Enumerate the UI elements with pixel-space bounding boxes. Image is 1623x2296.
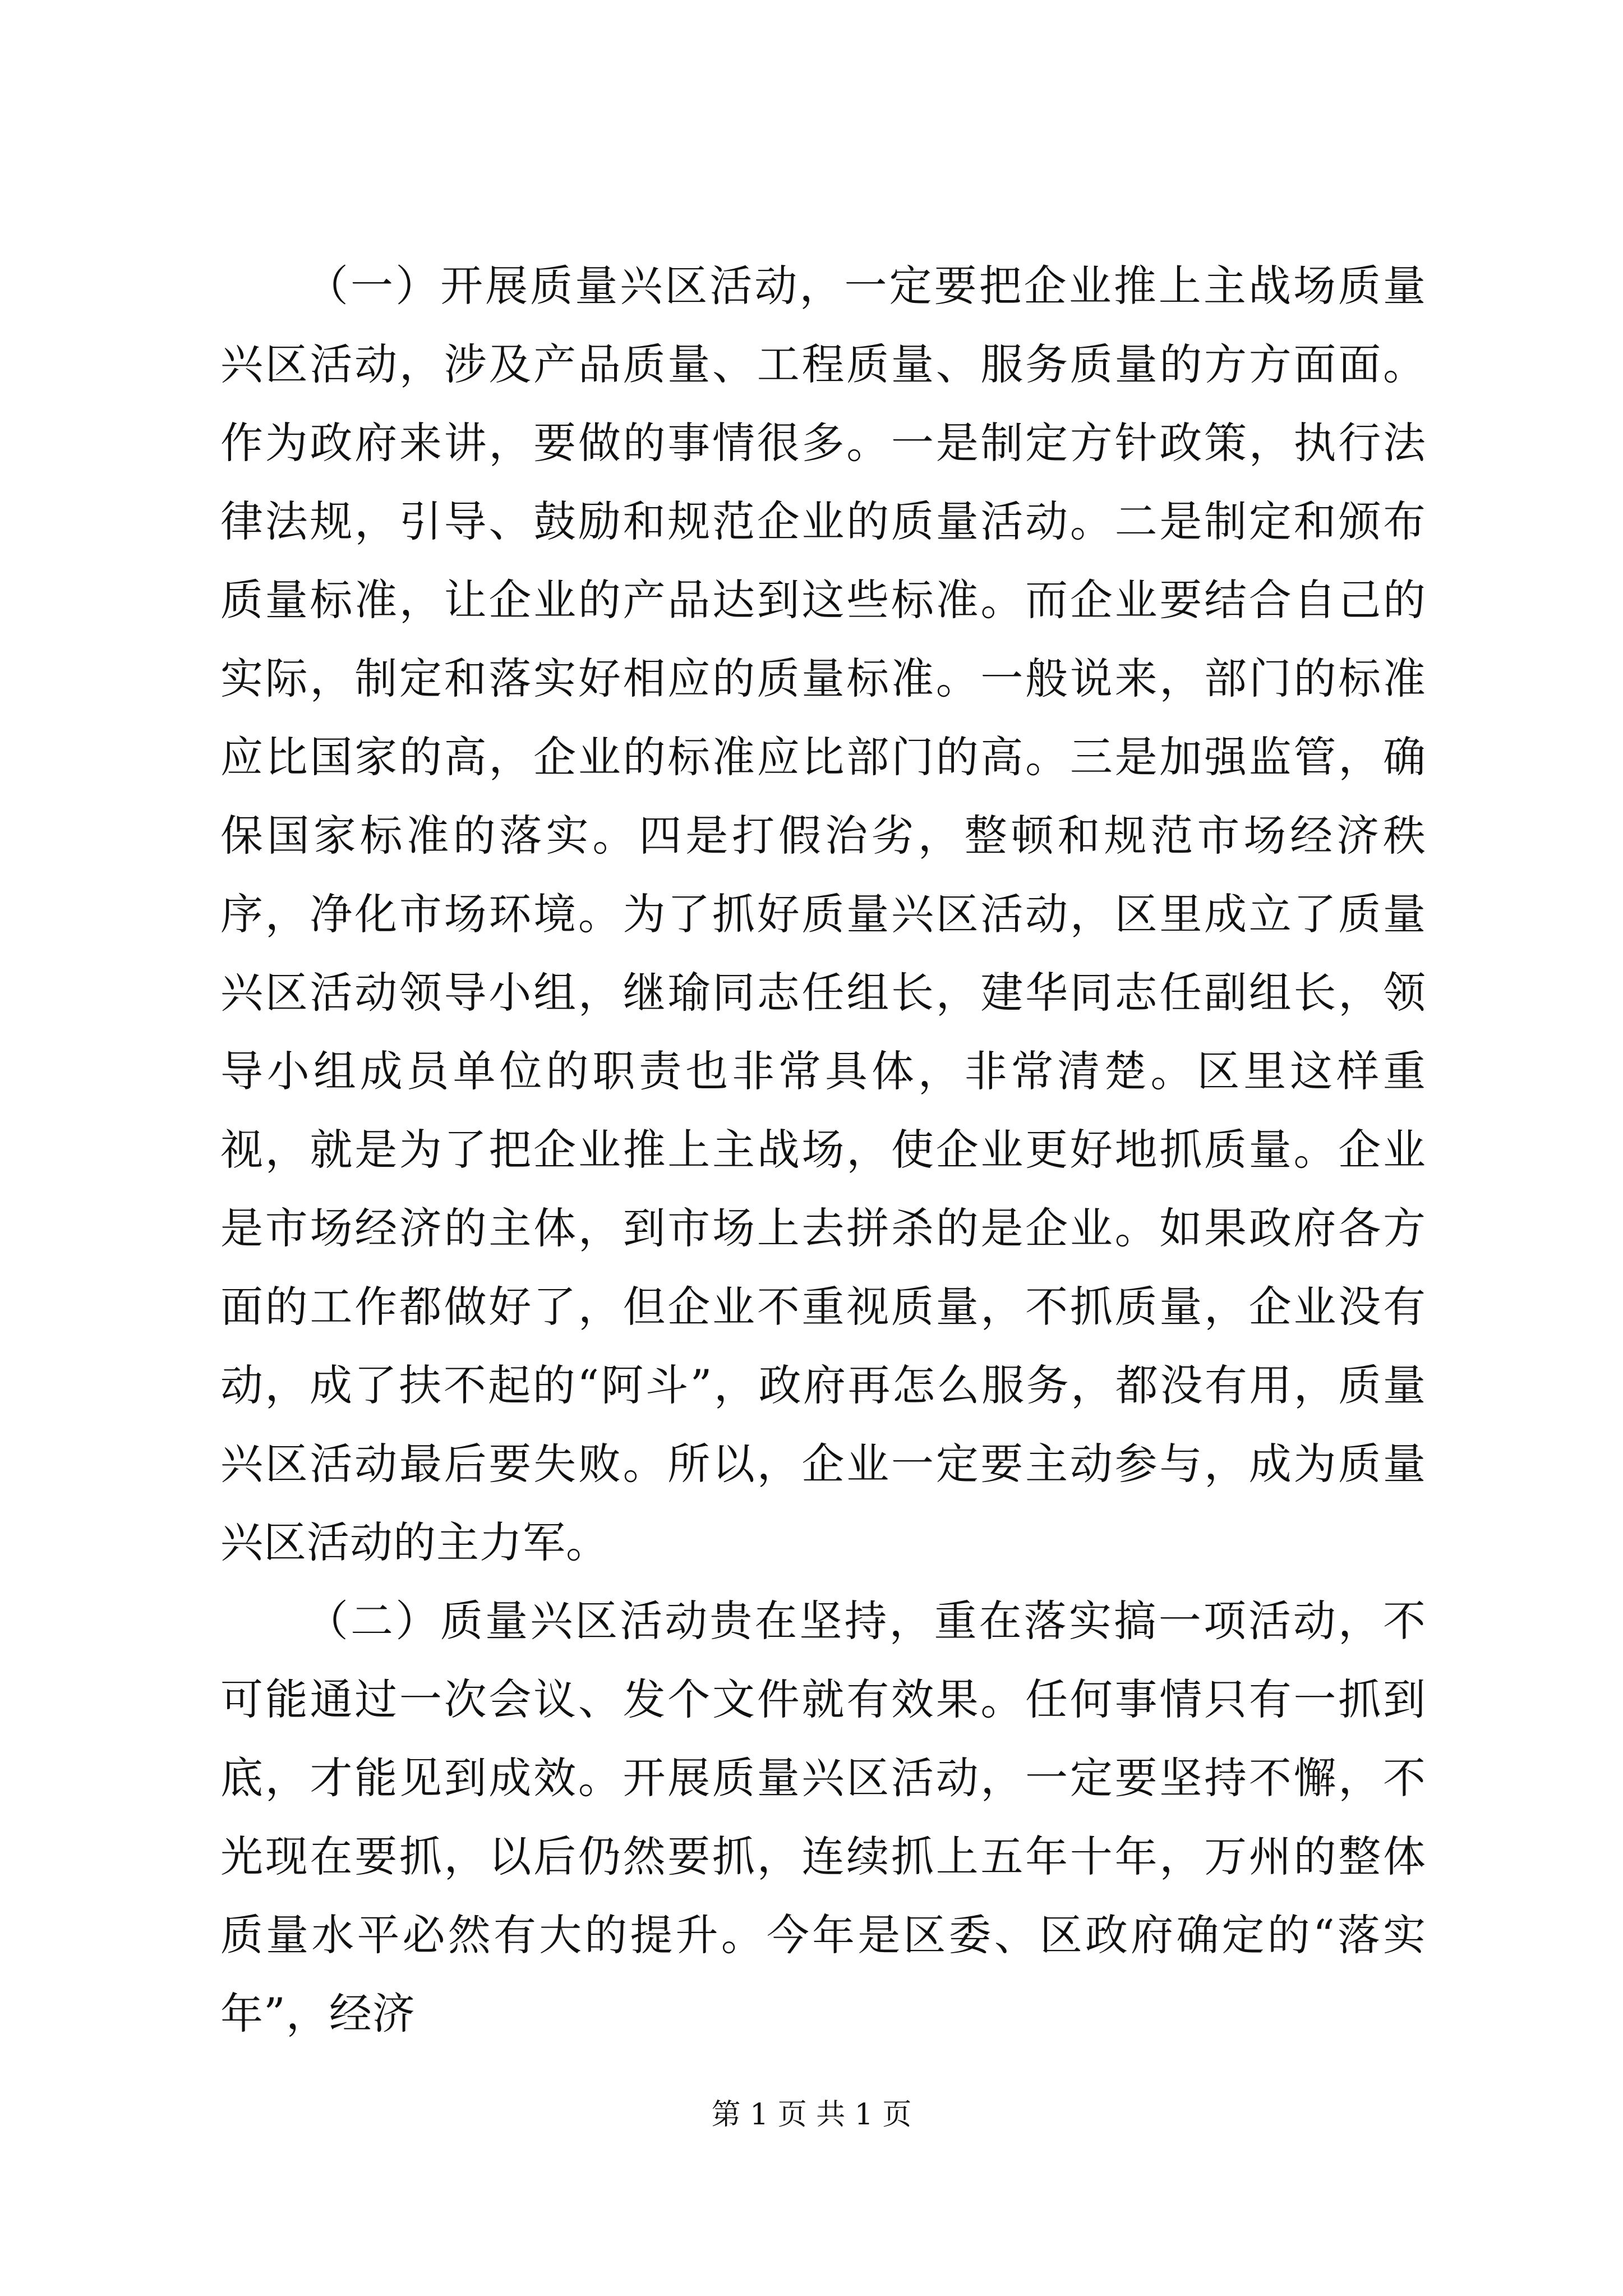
paragraph-2: （二）质量兴区活动贵在坚持，重在落实搞一项活动，不可能通过一次会议、发个文件就有效果。任何事情只有一抓到底，才能见到成效。开展质量兴区活动，一定要坚持不懈，不光现在要抓，以后仍然要抓，连续抓上五年十年，万州的整体质量水平必然有大的提升。今年是区委、区政府确定的“落实年”，经济 — [220, 1596, 1426, 2039]
document-body — [220, 247, 1426, 2053]
paragraph-1: （一）开展质量兴区活动，一定要把企业推上主战场质量兴区活动，涉及产品质量、工程质量、服务质量的方方面面。作为政府来讲，要做的事情很多。一是制定方针政策，执行法律法规，引导、鼓励和规范企业的质量活动。二是制定和颁布质量标准，让企业的产品达到这些标准。而企业要结合自己的实际，制定和落实好相应的质量标准。一般说来，部门的标准应比国家的高，企业的标准应比部门的高。三是加强监管，确保国家标准的落实。四是打假治劣，整顿和规范市场经济秩序，净化市场环境。为了抓好质量兴区活动，区里成立了质量兴区活动领导小组，继瑜同志任组长，建华同志任副组长，领导小组成员单位的职责也非常具体，非常清楚。区里这样重视，就是为了把企业推上主战场，使企业更好地抓质量。企业是市场经济的主体，到市场上去拼杀的是企业。如果政府各方面的工作都做好了，但企业不重视质量，不抓质量，企业没有动，成了扶不起的“阿斗”，政府再怎么服务，都没有用，质量兴区活动最后要失败。所以，企业一定要主动参与，成为质量兴区活动的主力军。 — [220, 261, 1426, 1567]
page-footer: 第 1 页 共 1 页 — [711, 2098, 912, 2132]
